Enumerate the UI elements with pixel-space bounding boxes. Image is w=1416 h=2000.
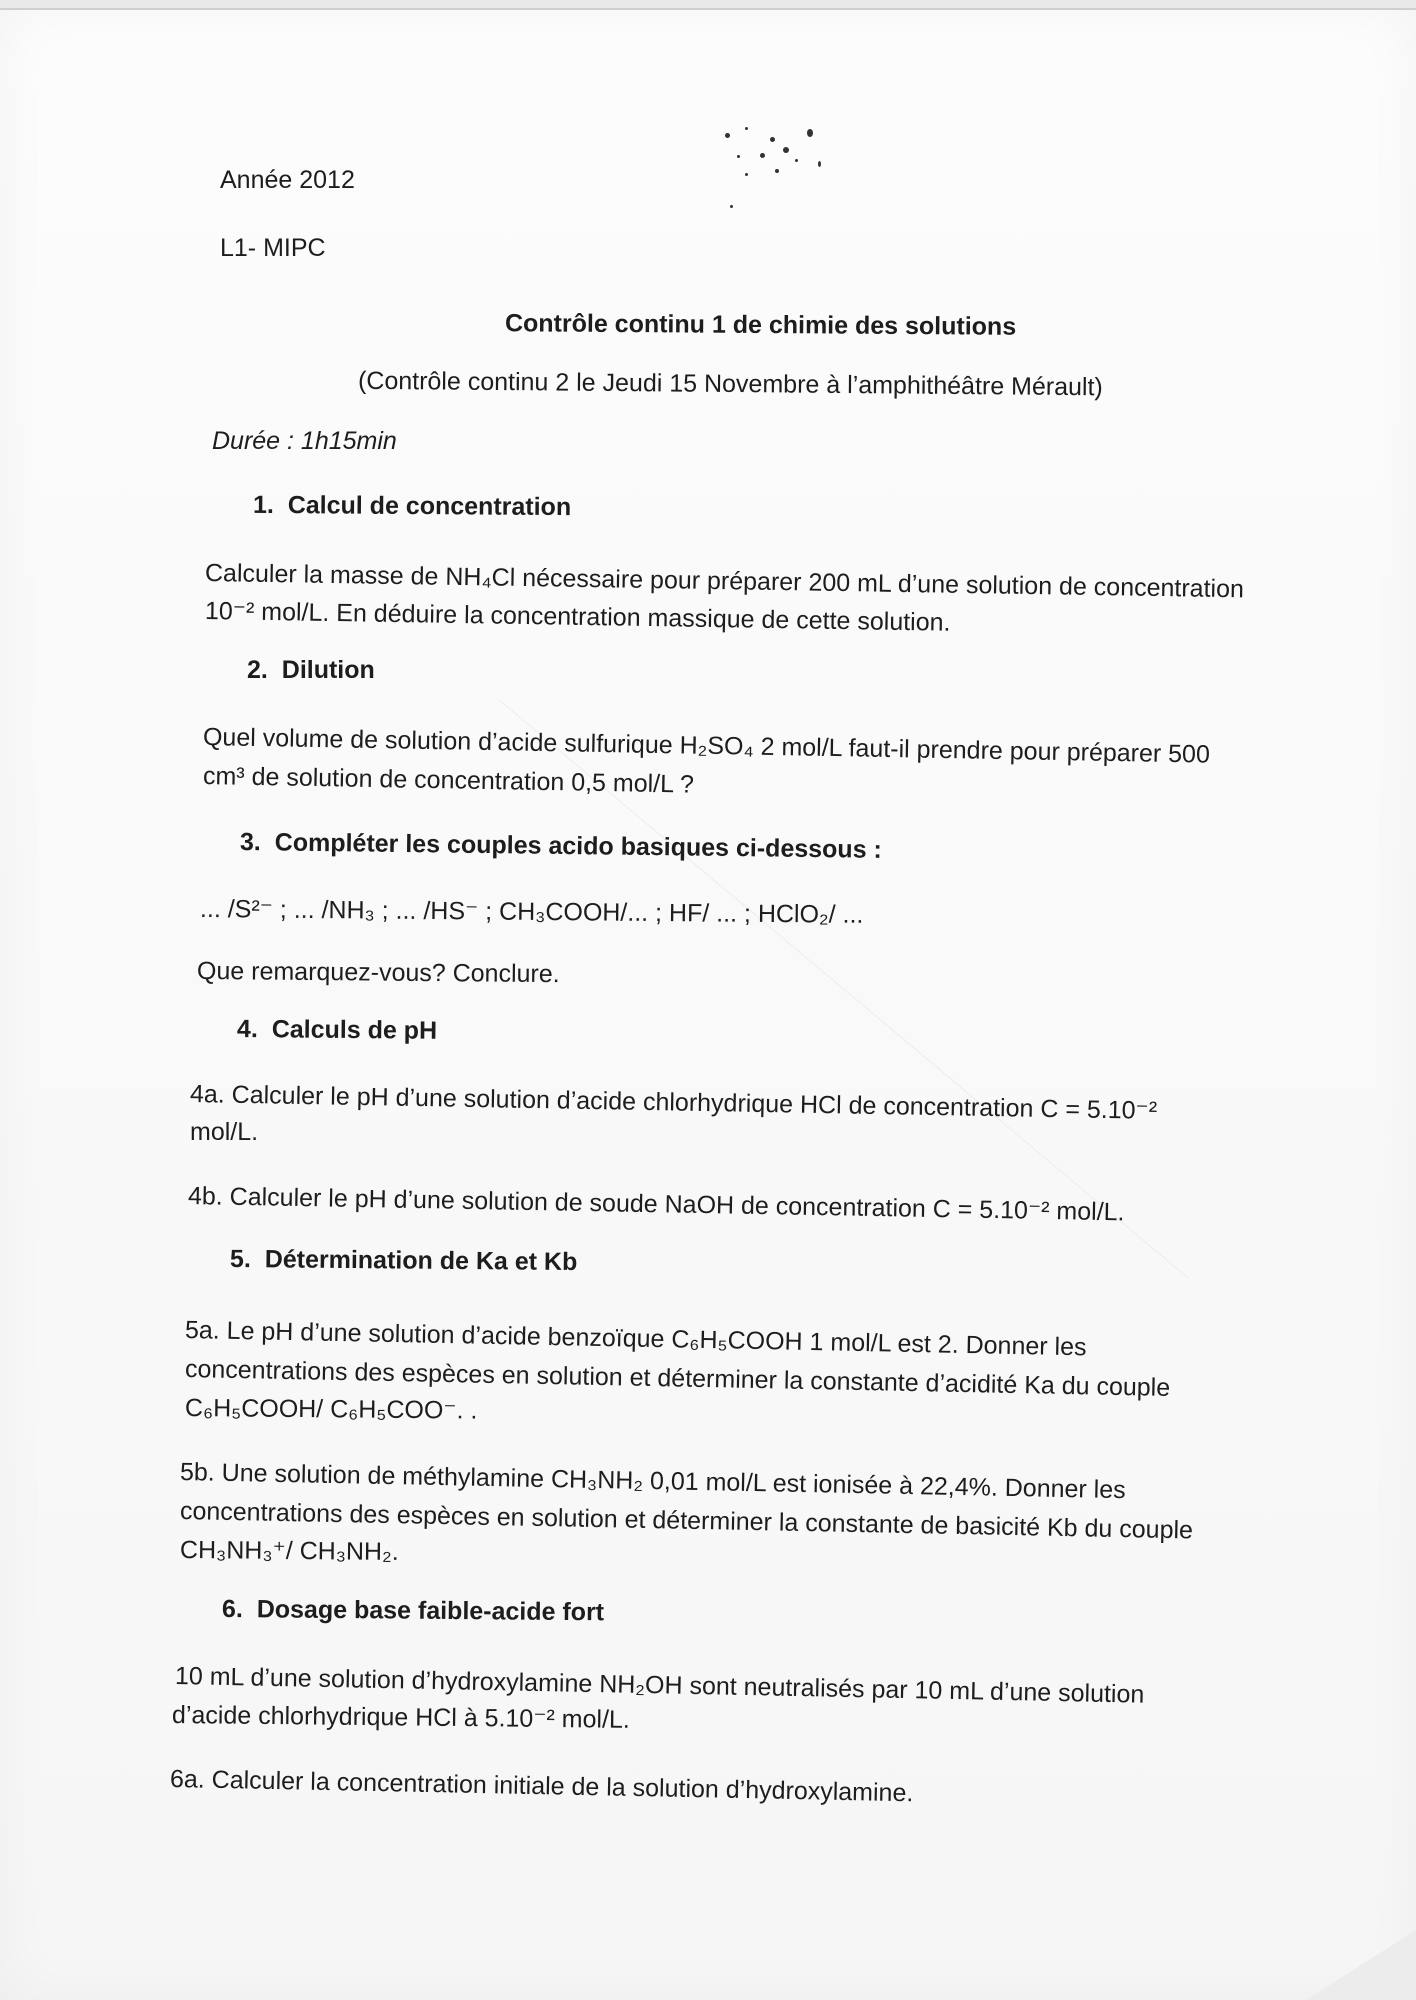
section-2-title: Dilution [281,656,375,684]
acid-base-couples: ... /S²⁻ ; ... /NH₃ ; ... /HS⁻ ; CH₃COOH/... ; HF/ ... ; HClO₂/ ... [199,895,864,929]
section-3-heading [240,826,882,866]
question-5b-line-2: concentrations des espèces en solution et déterminer la constante de basicité Kb du couple [179,1497,1194,1545]
question-5b-line-3: CH₃NH₃⁺/ CH₃NH₂. [179,1536,399,1566]
page-top-edge [0,0,1416,10]
page-title: Contrôle continu 1 de chimie des solutions [504,309,1017,341]
section-6-heading [222,1593,604,1628]
section-3-title: Compléter les couples acido basiques ci-dessous : [274,828,883,864]
section-6-title: Dosage base faible-acide fort [256,1595,605,1627]
section-4-title: Calculs de pH [271,1015,438,1045]
year-label: Année 2012 [220,166,355,194]
class-label: L1- MIPC [220,234,326,262]
section-5-number: 5. [229,1245,251,1274]
section-1-line-1: Calculer la masse de NH₄Cl nécessaire pour préparer 200 mL d’une solution de concentration [204,559,1245,604]
section-3-question: Que remarquez-vous? Conclure. [196,957,560,989]
section-6-line-1: 10 mL d’une solution d’hydroxylamine NH₂OH sont neutralisés par 10 mL d’une solution [174,1662,1145,1709]
section-3-number: 3. [239,828,262,857]
duration-label: Durée : 1h15min [212,427,397,455]
section-6-number: 6. [221,1595,243,1624]
question-5b-line-1: 5b. Une solution de méthylamine CH₃NH₂ 0,01 mol/L est ionisée à 22,4%. Donner les [179,1458,1126,1505]
section-6-line-2: d’acide chlorhydrique HCl à 5.10⁻² mol/L. [171,1701,630,1734]
section-4-heading [237,1013,437,1047]
section-2-line-1: Quel volume de solution d’acide sulfurique H₂SO₄ 2 mol/L faut-il prendre pour préparer 500 [202,723,1211,769]
question-5a-line-3: C₆H₅COOH/ C₆H₅COO⁻. . [184,1394,478,1425]
section-1-title: Calcul de concentration [287,491,572,522]
section-4-number: 4. [236,1015,258,1044]
section-1-heading [253,489,571,523]
question-4b: 4b. Calculer le pH d’une solution de soude NaOH de concentration C = 5.10⁻² mol/L. [187,1182,1125,1227]
section-1-line-2: 10⁻² mol/L. En déduire la concentration massique de cette solution. [204,597,951,637]
question-4a-line-2: mol/L. [190,1118,259,1146]
question-6a: 6a. Calculer la concentration initiale de la solution d’hydroxylamine. [169,1765,914,1808]
page-subtitle: (Contrôle continu 2 le Jeudi 15 Novembre à l’amphithéâtre Mérault) [357,366,1103,402]
section-1-number: 1. [252,490,274,520]
section-2-number: 2. [247,656,268,684]
section-5-title: Détermination de Ka et Kb [264,1245,578,1277]
section-5-heading [230,1243,578,1278]
ink-speckles [715,125,835,225]
section-2-heading [247,654,375,686]
page-corner-fold [1306,1930,1416,2000]
section-2-line-2: cm³ de solution de concentration 0,5 mol/L ? [202,762,695,799]
question-5a-line-2: concentrations des espèces en solution et déterminer la constante d’acidité Ka du couple [184,1355,1171,1402]
question-5a-line-1: 5a. Le pH d’une solution d’acide benzoïque C₆H₅COOH 1 mol/L est 2. Donner les [184,1316,1087,1362]
question-4a-line-1: 4a. Calculer le pH d’une solution d’acide chlorhydrique HCl de concentration C = 5.10⁻² [189,1080,1158,1125]
